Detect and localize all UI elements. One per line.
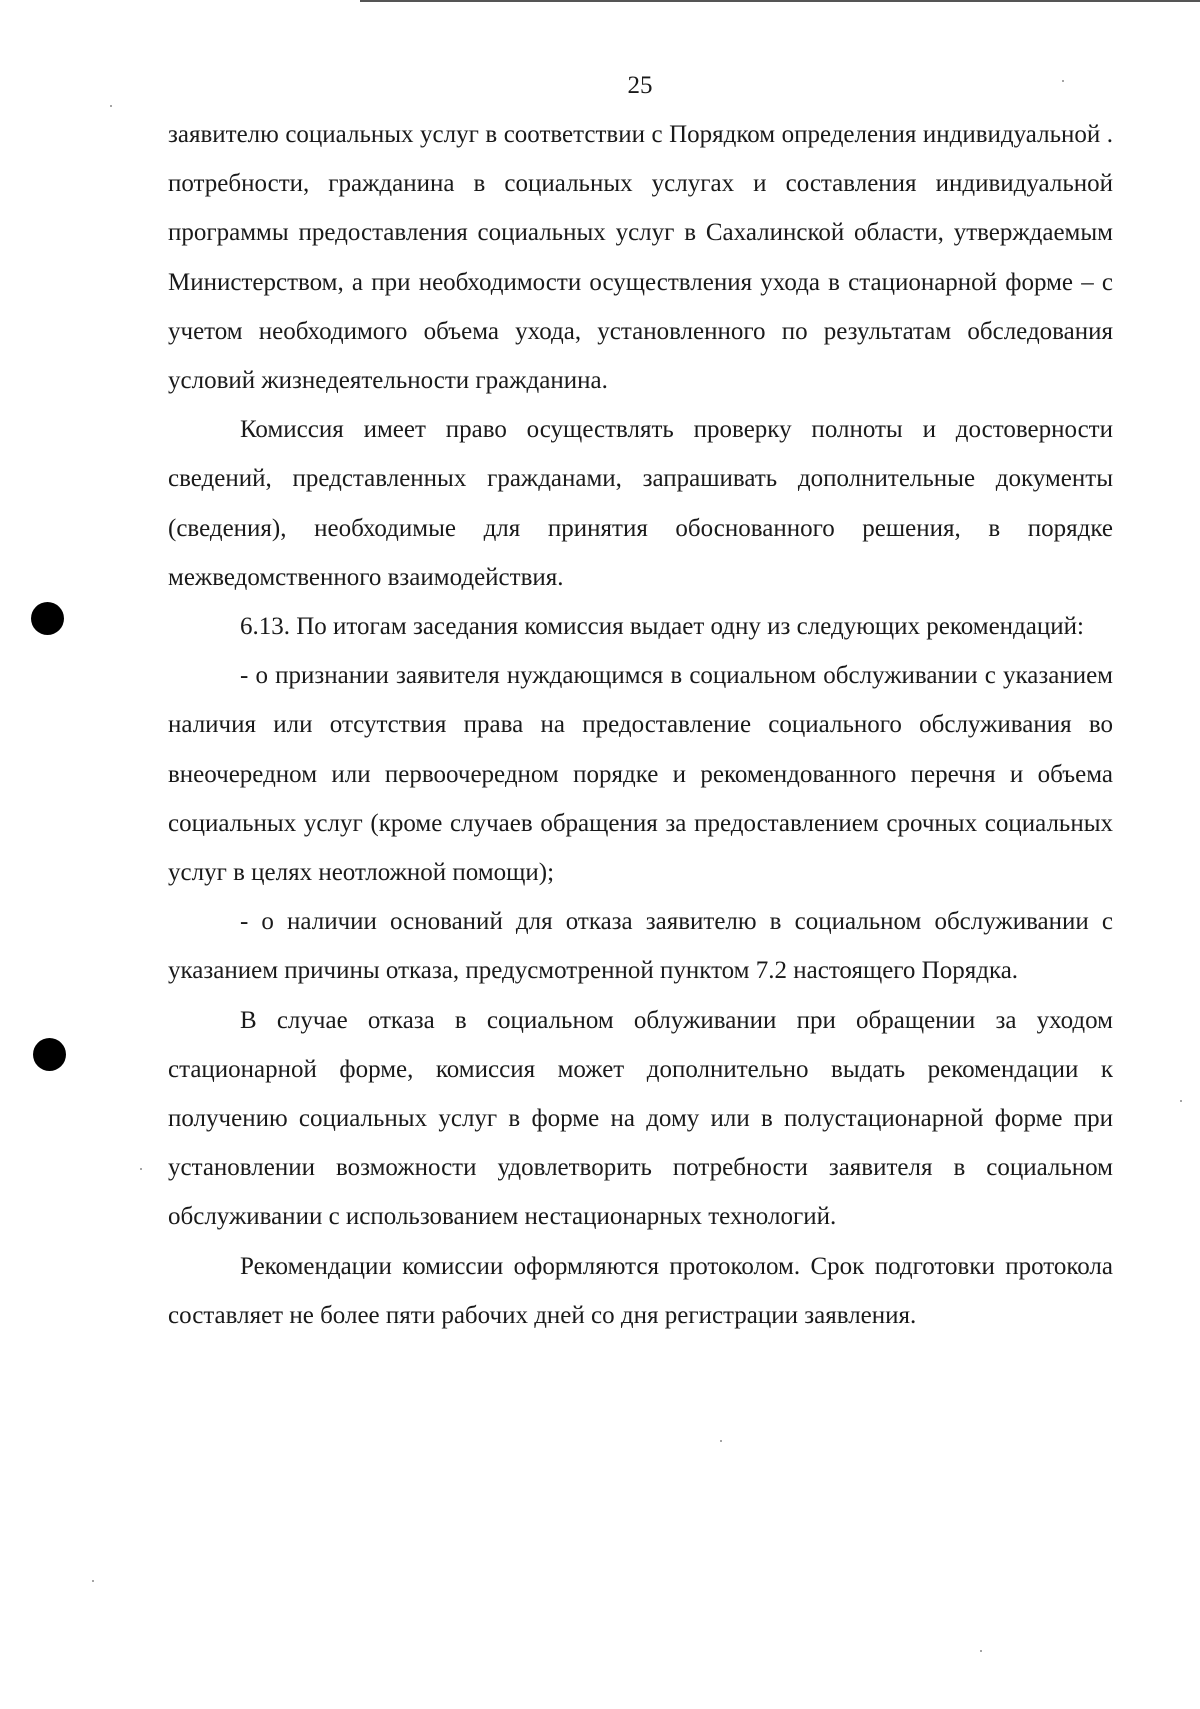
list-item-refusal: - о наличии оснований для отказа заявителю в социальном обслуживании с указанием причины отказа, предусмотренной пунктом 7.2 настоящего Порядка. [168, 908, 1113, 985]
scan-speck [720, 1440, 722, 1442]
scan-speck [110, 105, 112, 107]
scan-speck [980, 1650, 982, 1652]
paragraph-continuation: заявителю социальных услуг в соответствии с Порядком определения индивидуальной . потребности, гражданина в социальных услугах и составления индивидуальной программы предоставления социальных услуг в Сахалинской области, утверждаемым Министерством, а при необходимости осуществления ухода в стационарной форме – с учетом необходимого объема ухода, установленного по результатам обследования условий жизнедеятельности гражданина. [168, 121, 1113, 395]
punch-hole-mark [33, 1038, 66, 1071]
paragraph-refusal-case: В случае отказа в социальном облуживании при обращении за уходом стационарной форме, комиссия может дополнительно выдать рекомендации к получению социальных услуг в форме на дому или в полустационарной форме при установлении возможности удовлетворить потребности заявителя в социальном обслуживании с использованием нестационарных технологий. [168, 1006, 1113, 1231]
scan-top-edge [360, 0, 1200, 2]
scan-speck [92, 1580, 94, 1582]
paragraph-6-13: 6.13. По итогам заседания комиссия выдает одну из следующих рекомендаций: [240, 613, 1084, 641]
page-number: 25 [627, 72, 653, 99]
scan-speck [1180, 1100, 1182, 1102]
paragraph-protocol: Рекомендации комиссии оформляются протоколом. Срок подготовки протокола составляет не более пяти рабочих дней со дня регистрации заявления. [168, 1252, 1113, 1329]
document-body [168, 110, 1113, 1340]
paragraph-commission-rights: Комиссия имеет право осуществлять проверку полноты и достоверности сведений, представленных гражданами, запрашивать дополнительные документы (сведения), необходимые для принятия обоснованного решения, в порядке межведомственного взаимодействия. [168, 416, 1113, 591]
scan-speck [1062, 80, 1064, 82]
list-item-recognition: - о признании заявителя нуждающимся в социальном обслуживании с указанием наличия или отсутствия права на предоставление социального обслуживания во внеочередном или первоочередном порядке и рекомендованного перечня и объема социальных услуг (кроме случаев обращения за предоставлением срочных социальных услуг в целях неотложной помощи); [168, 662, 1113, 887]
punch-hole-mark [31, 602, 64, 635]
scan-speck [140, 1168, 142, 1170]
